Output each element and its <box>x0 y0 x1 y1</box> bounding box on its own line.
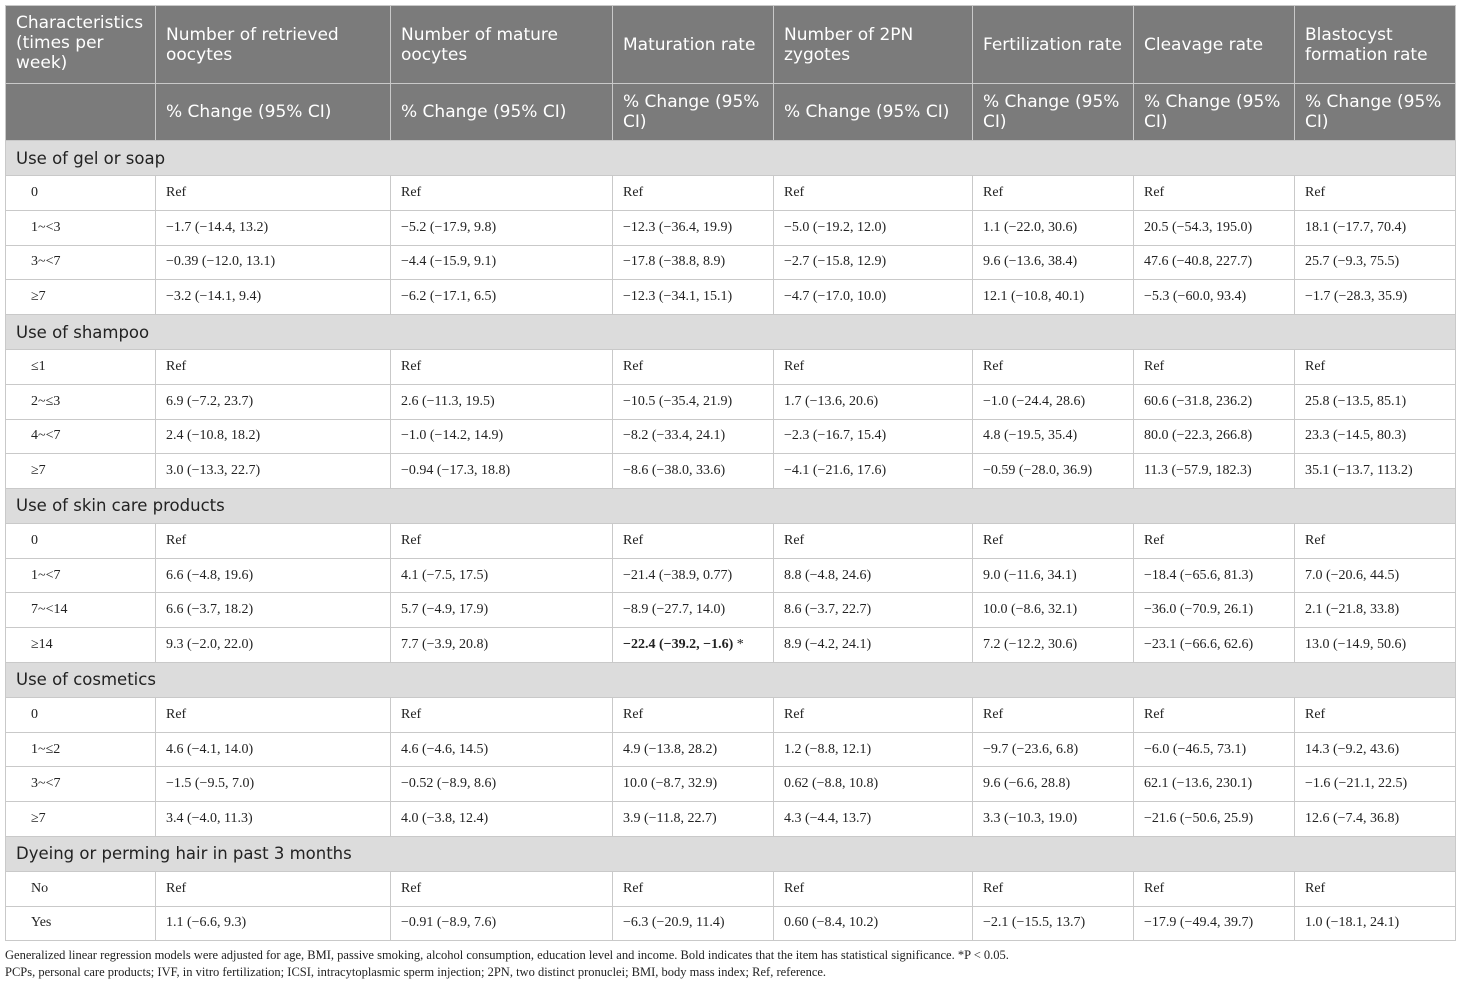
table-cell: 62.1 (−13.6, 230.1) <box>1134 767 1295 802</box>
header-blastocyst-rate: Blastocyst formation rate <box>1295 6 1456 84</box>
table-cell: 2.4 (−10.8, 18.2) <box>156 419 391 454</box>
table-cell: −8.2 (−33.4, 24.1) <box>613 419 774 454</box>
table-cell: 4.6 (−4.6, 14.5) <box>391 732 613 767</box>
row-label: ≥7 <box>6 454 156 489</box>
table-row <box>6 628 1456 663</box>
table-cell: −0.94 (−17.3, 18.8) <box>391 454 613 489</box>
table-cell: Ref <box>156 524 391 559</box>
table-cell: 60.6 (−31.8, 236.2) <box>1134 384 1295 419</box>
table-cell: Ref <box>391 176 613 211</box>
table-cell: 5.7 (−4.9, 17.9) <box>391 593 613 628</box>
header-fertilization-rate: Fertilization rate <box>973 6 1134 84</box>
table-cell: Ref <box>774 176 973 211</box>
table-cell: 1.0 (−18.1, 24.1) <box>1295 906 1456 941</box>
table-cell: Ref <box>156 176 391 211</box>
table-cell: 7.0 (−20.6, 44.5) <box>1295 558 1456 593</box>
table-cell: Ref <box>613 698 774 733</box>
table-cell: −1.5 (−9.5, 7.0) <box>156 767 391 802</box>
subheader-cell: % Change (95% CI) <box>774 84 973 141</box>
table-cell: −17.9 (−49.4, 39.7) <box>1134 906 1295 941</box>
table-cell: 8.6 (−3.7, 22.7) <box>774 593 973 628</box>
table-cell: Ref <box>1295 871 1456 906</box>
table-cell: Ref <box>1134 176 1295 211</box>
table-cell: 80.0 (−22.3, 266.8) <box>1134 419 1295 454</box>
table-cell: −0.39 (−12.0, 13.1) <box>156 245 391 280</box>
table-cell: −8.6 (−38.0, 33.6) <box>613 454 774 489</box>
table-cell: Ref <box>973 871 1134 906</box>
table-cell: Ref <box>1295 698 1456 733</box>
table-row <box>6 524 1456 559</box>
subheader-empty <box>6 84 156 141</box>
significance-marker: * <box>733 636 744 652</box>
table-row <box>6 176 1456 211</box>
table-row <box>6 350 1456 385</box>
section-title: Use of cosmetics <box>6 662 1456 697</box>
significant-value: −22.4 (−39.2, −1.6) <box>623 636 734 652</box>
table-cell: Ref <box>973 350 1134 385</box>
header-row <box>6 6 1456 84</box>
row-label: 2~≤3 <box>6 384 156 419</box>
table-cell: 3.9 (−11.8, 22.7) <box>613 802 774 837</box>
table-cell: 1.2 (−8.8, 12.1) <box>774 732 973 767</box>
table-cell: 8.8 (−4.8, 24.6) <box>774 558 973 593</box>
section-row <box>6 836 1456 871</box>
table-row <box>6 906 1456 941</box>
table-row <box>6 732 1456 767</box>
table-cell: 20.5 (−54.3, 195.0) <box>1134 210 1295 245</box>
table-row <box>6 419 1456 454</box>
table-cell: −8.9 (−27.7, 14.0) <box>613 593 774 628</box>
section-title: Use of gel or soap <box>6 141 1456 176</box>
table-cell: −12.3 (−36.4, 19.9) <box>613 210 774 245</box>
table-cell: −12.3 (−34.1, 15.1) <box>613 280 774 315</box>
table-cell: −36.0 (−70.9, 26.1) <box>1134 593 1295 628</box>
section-row <box>6 662 1456 697</box>
table-cell: −0.91 (−8.9, 7.6) <box>391 906 613 941</box>
row-label: 3~<7 <box>6 767 156 802</box>
table-cell: −1.0 (−14.2, 14.9) <box>391 419 613 454</box>
row-label: No <box>6 871 156 906</box>
subheader-cell: % Change (95% CI) <box>1134 84 1295 141</box>
table-cell: 10.0 (−8.6, 32.1) <box>973 593 1134 628</box>
table-cell: −1.7 (−28.3, 35.9) <box>1295 280 1456 315</box>
table-cell: −4.7 (−17.0, 10.0) <box>774 280 973 315</box>
row-label: 0 <box>6 698 156 733</box>
table-cell: 47.6 (−40.8, 227.7) <box>1134 245 1295 280</box>
table-row <box>6 280 1456 315</box>
table-cell: −9.7 (−23.6, 6.8) <box>973 732 1134 767</box>
table-cell <box>613 628 774 663</box>
table-cell: −0.52 (−8.9, 8.6) <box>391 767 613 802</box>
table-cell: −10.5 (−35.4, 21.9) <box>613 384 774 419</box>
table-cell: 25.7 (−9.3, 75.5) <box>1295 245 1456 280</box>
table-cell: 4.1 (−7.5, 17.5) <box>391 558 613 593</box>
table-cell: 4.8 (−19.5, 35.4) <box>973 419 1134 454</box>
table-cell: 2.1 (−21.8, 33.8) <box>1295 593 1456 628</box>
table-cell: 8.9 (−4.2, 24.1) <box>774 628 973 663</box>
table-cell: −1.0 (−24.4, 28.6) <box>973 384 1134 419</box>
table-cell: 0.60 (−8.4, 10.2) <box>774 906 973 941</box>
table-cell: Ref <box>973 524 1134 559</box>
section-row <box>6 141 1456 176</box>
table-cell: Ref <box>156 698 391 733</box>
row-label: ≥7 <box>6 802 156 837</box>
footnote-adjustment: Generalized linear regression models were adjusted for age, BMI, passive smoking, alcohol consumption, education level and income. Bold indicates that the item has statistical significance. *P < 0.05. <box>5 948 1009 962</box>
table-row <box>6 871 1456 906</box>
table-cell: −6.3 (−20.9, 11.4) <box>613 906 774 941</box>
table-row <box>6 767 1456 802</box>
subheader-row <box>6 84 1456 141</box>
header-maturation-rate: Maturation rate <box>613 6 774 84</box>
section-title: Use of shampoo <box>6 314 1456 349</box>
table-cell: −3.2 (−14.1, 9.4) <box>156 280 391 315</box>
row-label: 7~<14 <box>6 593 156 628</box>
footnotes <box>5 947 1455 981</box>
table-cell: −21.6 (−50.6, 25.9) <box>1134 802 1295 837</box>
header-2pn-zygotes: Number of 2PN zygotes <box>774 6 973 84</box>
table-cell: Ref <box>1295 176 1456 211</box>
results-table <box>5 5 1456 941</box>
section-title: Use of skin care products <box>6 488 1456 523</box>
table-cell: Ref <box>613 350 774 385</box>
table-cell: Ref <box>391 350 613 385</box>
table-row <box>6 558 1456 593</box>
table-cell: Ref <box>973 176 1134 211</box>
table-cell: Ref <box>1134 524 1295 559</box>
table-row <box>6 802 1456 837</box>
table-row <box>6 384 1456 419</box>
table-cell: 4.9 (−13.8, 28.2) <box>613 732 774 767</box>
row-label: 1~<7 <box>6 558 156 593</box>
table-cell: 9.3 (−2.0, 22.0) <box>156 628 391 663</box>
table-cell: −2.1 (−15.5, 13.7) <box>973 906 1134 941</box>
table-cell: 23.3 (−14.5, 80.3) <box>1295 419 1456 454</box>
row-label: Yes <box>6 906 156 941</box>
table-cell: 3.3 (−10.3, 19.0) <box>973 802 1134 837</box>
section-title: Dyeing or perming hair in past 3 months <box>6 836 1456 871</box>
table-cell: Ref <box>973 698 1134 733</box>
table-cell: −1.7 (−14.4, 13.2) <box>156 210 391 245</box>
table-cell: Ref <box>1295 350 1456 385</box>
table-cell: 3.0 (−13.3, 22.7) <box>156 454 391 489</box>
subheader-cell: % Change (95% CI) <box>391 84 613 141</box>
table-cell: −6.2 (−17.1, 6.5) <box>391 280 613 315</box>
table-cell: 25.8 (−13.5, 85.1) <box>1295 384 1456 419</box>
table-cell: 35.1 (−13.7, 113.2) <box>1295 454 1456 489</box>
table-cell: −0.59 (−28.0, 36.9) <box>973 454 1134 489</box>
row-label: 1~≤2 <box>6 732 156 767</box>
table-cell: −18.4 (−65.6, 81.3) <box>1134 558 1295 593</box>
table-row <box>6 698 1456 733</box>
table-cell: Ref <box>391 524 613 559</box>
table-cell: Ref <box>774 524 973 559</box>
table-cell: −21.4 (−38.9, 0.77) <box>613 558 774 593</box>
row-label: 0 <box>6 524 156 559</box>
header-retrieved-oocytes: Number of retrieved oocytes <box>156 6 391 84</box>
table-cell: Ref <box>613 871 774 906</box>
row-label: 4~<7 <box>6 419 156 454</box>
table-cell: 10.0 (−8.7, 32.9) <box>613 767 774 802</box>
table-cell: Ref <box>774 871 973 906</box>
table-cell: 9.6 (−13.6, 38.4) <box>973 245 1134 280</box>
section-row <box>6 314 1456 349</box>
table-cell: Ref <box>1295 524 1456 559</box>
table-cell: −4.4 (−15.9, 9.1) <box>391 245 613 280</box>
table-row <box>6 210 1456 245</box>
table-cell: −2.3 (−16.7, 15.4) <box>774 419 973 454</box>
table-cell: Ref <box>1134 698 1295 733</box>
table-cell: Ref <box>156 350 391 385</box>
table-cell: 13.0 (−14.9, 50.6) <box>1295 628 1456 663</box>
table-cell: 6.6 (−3.7, 18.2) <box>156 593 391 628</box>
table-cell: 11.3 (−57.9, 182.3) <box>1134 454 1295 489</box>
table-cell: 4.3 (−4.4, 13.7) <box>774 802 973 837</box>
table-cell: 2.6 (−11.3, 19.5) <box>391 384 613 419</box>
table-cell: 18.1 (−17.7, 70.4) <box>1295 210 1456 245</box>
table-cell: 12.1 (−10.8, 40.1) <box>973 280 1134 315</box>
footnote-abbreviations: PCPs, personal care products; IVF, in vitro fertilization; ICSI, intracytoplasmic sperm injection; 2PN, two distinct pronuclei; BMI, body mass index; Ref, reference. <box>5 965 827 979</box>
table-cell: Ref <box>391 871 613 906</box>
table-cell: 6.9 (−7.2, 23.7) <box>156 384 391 419</box>
table-cell: 0.62 (−8.8, 10.8) <box>774 767 973 802</box>
table-body <box>6 141 1456 941</box>
header-characteristics: Characteristics (times per week) <box>6 6 156 84</box>
row-label: 3~<7 <box>6 245 156 280</box>
table-cell: −1.6 (−21.1, 22.5) <box>1295 767 1456 802</box>
table-cell: −5.0 (−19.2, 12.0) <box>774 210 973 245</box>
table-cell: Ref <box>613 524 774 559</box>
table-cell: −5.3 (−60.0, 93.4) <box>1134 280 1295 315</box>
table-cell: 3.4 (−4.0, 11.3) <box>156 802 391 837</box>
table-cell: 1.1 (−6.6, 9.3) <box>156 906 391 941</box>
table-cell: 7.2 (−12.2, 30.6) <box>973 628 1134 663</box>
table-cell: −6.0 (−46.5, 73.1) <box>1134 732 1295 767</box>
table-cell: 9.6 (−6.6, 28.8) <box>973 767 1134 802</box>
subheader-cell: % Change (95% CI) <box>1295 84 1456 141</box>
table-cell: −2.7 (−15.8, 12.9) <box>774 245 973 280</box>
table-cell: Ref <box>156 871 391 906</box>
table-cell: 6.6 (−4.8, 19.6) <box>156 558 391 593</box>
subheader-cell: % Change (95% CI) <box>613 84 774 141</box>
table-cell: 4.6 (−4.1, 14.0) <box>156 732 391 767</box>
subheader-cell: % Change (95% CI) <box>973 84 1134 141</box>
table-cell: −4.1 (−21.6, 17.6) <box>774 454 973 489</box>
table-cell: 14.3 (−9.2, 43.6) <box>1295 732 1456 767</box>
header-mature-oocytes: Number of mature oocytes <box>391 6 613 84</box>
row-label: 1~<3 <box>6 210 156 245</box>
table-cell: 12.6 (−7.4, 36.8) <box>1295 802 1456 837</box>
table-cell: −17.8 (−38.8, 8.9) <box>613 245 774 280</box>
row-label: 0 <box>6 176 156 211</box>
table-cell: Ref <box>391 698 613 733</box>
table-cell: −23.1 (−66.6, 62.6) <box>1134 628 1295 663</box>
table-cell: Ref <box>774 698 973 733</box>
table-row <box>6 245 1456 280</box>
subheader-cell: % Change (95% CI) <box>156 84 391 141</box>
table-cell: −5.2 (−17.9, 9.8) <box>391 210 613 245</box>
row-label: ≤1 <box>6 350 156 385</box>
table-cell: 7.7 (−3.9, 20.8) <box>391 628 613 663</box>
row-label: ≥7 <box>6 280 156 315</box>
table-cell: 1.7 (−13.6, 20.6) <box>774 384 973 419</box>
table-row <box>6 454 1456 489</box>
header-cleavage-rate: Cleavage rate <box>1134 6 1295 84</box>
table-cell: Ref <box>1134 871 1295 906</box>
table-cell: 9.0 (−11.6, 34.1) <box>973 558 1134 593</box>
table-cell: Ref <box>1134 350 1295 385</box>
table-cell: 4.0 (−3.8, 12.4) <box>391 802 613 837</box>
row-label: ≥14 <box>6 628 156 663</box>
table-row <box>6 593 1456 628</box>
section-row <box>6 488 1456 523</box>
table-cell: Ref <box>774 350 973 385</box>
table-cell: 1.1 (−22.0, 30.6) <box>973 210 1134 245</box>
table-cell: Ref <box>613 176 774 211</box>
